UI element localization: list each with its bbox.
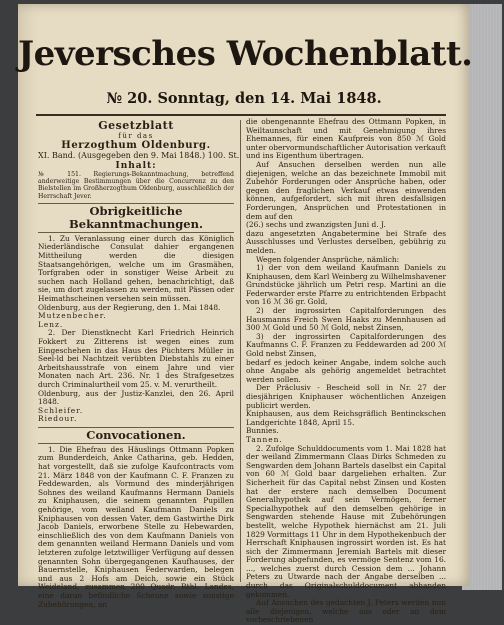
notice-2-date: Oldenburg, aus der Justiz-Kanzlei, den 26. April 1848. bbox=[38, 388, 234, 407]
right-signature: Bunnies. bbox=[246, 426, 279, 436]
right-list-item: 1) der von dem weiland Kaufmann Daniels zu Kniphausen, dem Karl Weinberg zu Wilhelmshavener Grundstücke jährlich um Petri resp. Martini an die Federwarder erste Pfarre zu entrichtenden Erbpacht von 16 ℳ 36 gr. Gold, bbox=[246, 263, 446, 307]
section-heading-bekanntmachungen: Obrigkeitliche Bekanntmachungen. bbox=[38, 203, 234, 233]
column-divider bbox=[240, 120, 241, 582]
gesetzblatt-band: XI. Band. (Ausgegeben den 9. Mai 1848.) 100. St. bbox=[38, 151, 240, 160]
gesetzblatt-contents: № 151. Regierungs-Bekanntmachung, betreffend anderweitige Bestimmungen über die Concurrenz zu den Bielstellen im Großherzogthum Oldenburg, ausschließlich der Herrschaft Jever. bbox=[38, 171, 234, 200]
issue-line: № 20. Sonntag, den 14. Mai 1848. bbox=[106, 90, 382, 107]
right-paragraph: bedarf es jedoch keiner Angabe, indem solche auch ohne Angabe als gehörig angemeldet betrachtet werden sollen. bbox=[246, 357, 446, 384]
newspaper-page bbox=[18, 4, 473, 625]
right-paragraph: 2. Zufolge Schulddocuments vom 1. Mai 1828 hat der weiland Zimmermann Claas Dirks Schmeden zu Sengwarden dem Johann Bartels daselbst ein Capital von 60 ℳ Gold baar dargeliehen erhalten. Zur Sicherheit für das Capital nebst Zinsen und Kosten hat der erstere nach demselben Document Generalhypothek auf sein Vermögen, ferner Specialhypothek auf den demselben gehörige in Sengwarden stehende Hause mit Zubehörungen bestellt, welche Hypothek hiernächst am 21. Juli 1829 Vormittags 11 Uhr in dem Hypothekenbuch der Herrschaft Kniphausen ingrossirt worden ist. Es hat sich der Zimmermann Jeremiah Bartels mit dieser Forderung abgefunden, es vermöge Sentenz vom 16. ..., welches zuerst durch Cession dem ... Johann Peters zu Utwarde nach der Angabe derselben ... durch das Originalschulddocument abhanden gekommen. bbox=[246, 443, 446, 599]
masthead-title: Jeversches Wochenblatt. bbox=[18, 34, 473, 74]
inhalt-heading: Inhalt: bbox=[115, 161, 157, 171]
right-paragraph: Wegen folgender Ansprüche, nämlich: bbox=[256, 254, 400, 264]
gesetzblatt-state: Herzogthum Oldenburg. bbox=[61, 140, 211, 151]
right-column bbox=[246, 117, 446, 625]
notice-2-signature-2: Riedour. bbox=[38, 414, 78, 424]
gesetzblatt-title: Gesetzblatt bbox=[98, 119, 174, 132]
right-list-item: 2) der ingrossirten Capitalforderungen des Hausmanns Freich Swen Haaks zu Mennhausen ad 300 ℳ Gold und 50 ℳ Gold, nebst Zinsen, bbox=[246, 306, 446, 333]
right-paragraph: dazu angesetzten Angabetermine bei Strafe des Ausschlusses und Verlustes derselben, gebührig zu melden. bbox=[246, 228, 446, 255]
notice-2-signature: Schleifer. bbox=[38, 405, 84, 415]
notice-1-date: Oldenburg, aus der Regierung, den 1. Mai 1848. bbox=[38, 302, 221, 312]
convocation-1-text: 1. Die Ehefrau des Häuslings Ottmann Popken zum Bunderdeich, Anke Catharina, geb. Hedden, hat vorgestellt, daß sie zufolge Kaufcontracts vom 21. März 1848 von der Kaufmann C. F. Franzen zu Feddewarden, als Vormund des minderjährigen Sohnes des weiland Kaufmanns Hermann Daniels zu Kniphausen, die seinem genannten Pupillen gehörige, vom weiland Kaufmann Daniels zu Kniphausen von dessen Vater, dem Gastwirthe Dirk Jacob Daniels, erworbene Stelle zu Hebewarden, einschließlich des von dem Kaufmann Daniels von dem genannten weiland Hermann Daniels und vom letzteren zufolge letztwilliger Verfügung auf dessen genannten Sohn übergegangenen Kaufhauses, der Bauernstelle, Kniphausen Federwarden, belegen und aus 2 Hofs am Deich, sowie ein Stück Weideland, zusammen 200 Quadr. Rthl. Landes, eine daran befindliche Scheune sowie sonstige Zubehörungen, an bbox=[38, 444, 234, 609]
left-column bbox=[38, 118, 240, 609]
right-paragraph: Der Präclusiv - Bescheid soll in Nr. 27 der diesjährigen Kniphauser wöchentlichen Anzeigen publicirt werden. bbox=[246, 383, 446, 410]
right-list-item: 3) der ingrossirten Capitalforderungen des Kaufmanns C. F. Franzen zu Feddewarden ad 200 ℳ Gold nebst Zinsen, bbox=[246, 331, 446, 359]
right-paragraph: die obengenannte Ehefrau des Ottmann Popken, in Weiltaunschaft und mit Genehmigung ihres Ehemannes, für einen Kaufpreis von 850 ℳ Gold unter obervormundschaftlicher Autorisation verkauft und ins Eigenthum übertragen. bbox=[246, 117, 446, 161]
section-heading-convocationen: Convocationen. bbox=[38, 427, 234, 444]
notice-1-text: 1. Zu Veranlassung einer durch das Königlich Niederländische Consulat dahier ergangenen Mittheilung werden die diesigen Staatsangehörigen, welche um im Grasmähen, Torfgraben oder in sonstiger Weise Arbeit zu suchen nach Holland gehen, benachrichtigt, daß sie, um dort zugelassen zu werden, mit Pässen oder Heimathscheinen versehen sein müssen. bbox=[38, 233, 234, 303]
right-paragraph: Auf Ansuchen des gedachten J. Peters werden nun alle diejenigen, welche aus oder an dem vorbeschriebenen bbox=[246, 598, 446, 625]
header-rule bbox=[36, 114, 446, 116]
right-signature-2: Tannen. bbox=[246, 434, 283, 444]
gesetzblatt-fuer: für das bbox=[118, 132, 154, 140]
notice-2-text: 2. Der Dienstknecht Karl Friedrich Heinrich Fokkert zu Zitterens ist wegen eines zum Eingeschehen in das Haus des Püchters Müller in Seel-ld bei Nachtzeit verübten Diebstahls zu einer Arbeitshausstrafe von einem Jahre und vier Monaten nach Art. 236. Nr. 1 des Strafgesetzes durch Criminalurtheil vom 25. v. M. verurtheilt. bbox=[38, 328, 234, 389]
right-term-date: (26.) sechs und zwanzigsten Juni d. J. bbox=[246, 220, 386, 230]
notice-1-signature-2: Lenz. bbox=[38, 319, 64, 329]
notice-1-signature: Mutzenbecher. bbox=[38, 311, 107, 321]
right-issuer: Kniphausen, aus dem Reichsgräflich Bentinckschen Landgerichte 1848, April 15. bbox=[246, 409, 446, 427]
right-paragraph: Auf Ansuchen derselben werden nun alle diejenigen, welche an das bezeichnete Immobil mit Zubehör Forderungen oder Ansprüche haben, oder gegen den fraglichen Verkauf etwas einwenden können, aufgefordert, sich mit ihren desfallsigen Forderungen, Ansprüchen und Protestationen in dem auf den bbox=[246, 159, 446, 221]
